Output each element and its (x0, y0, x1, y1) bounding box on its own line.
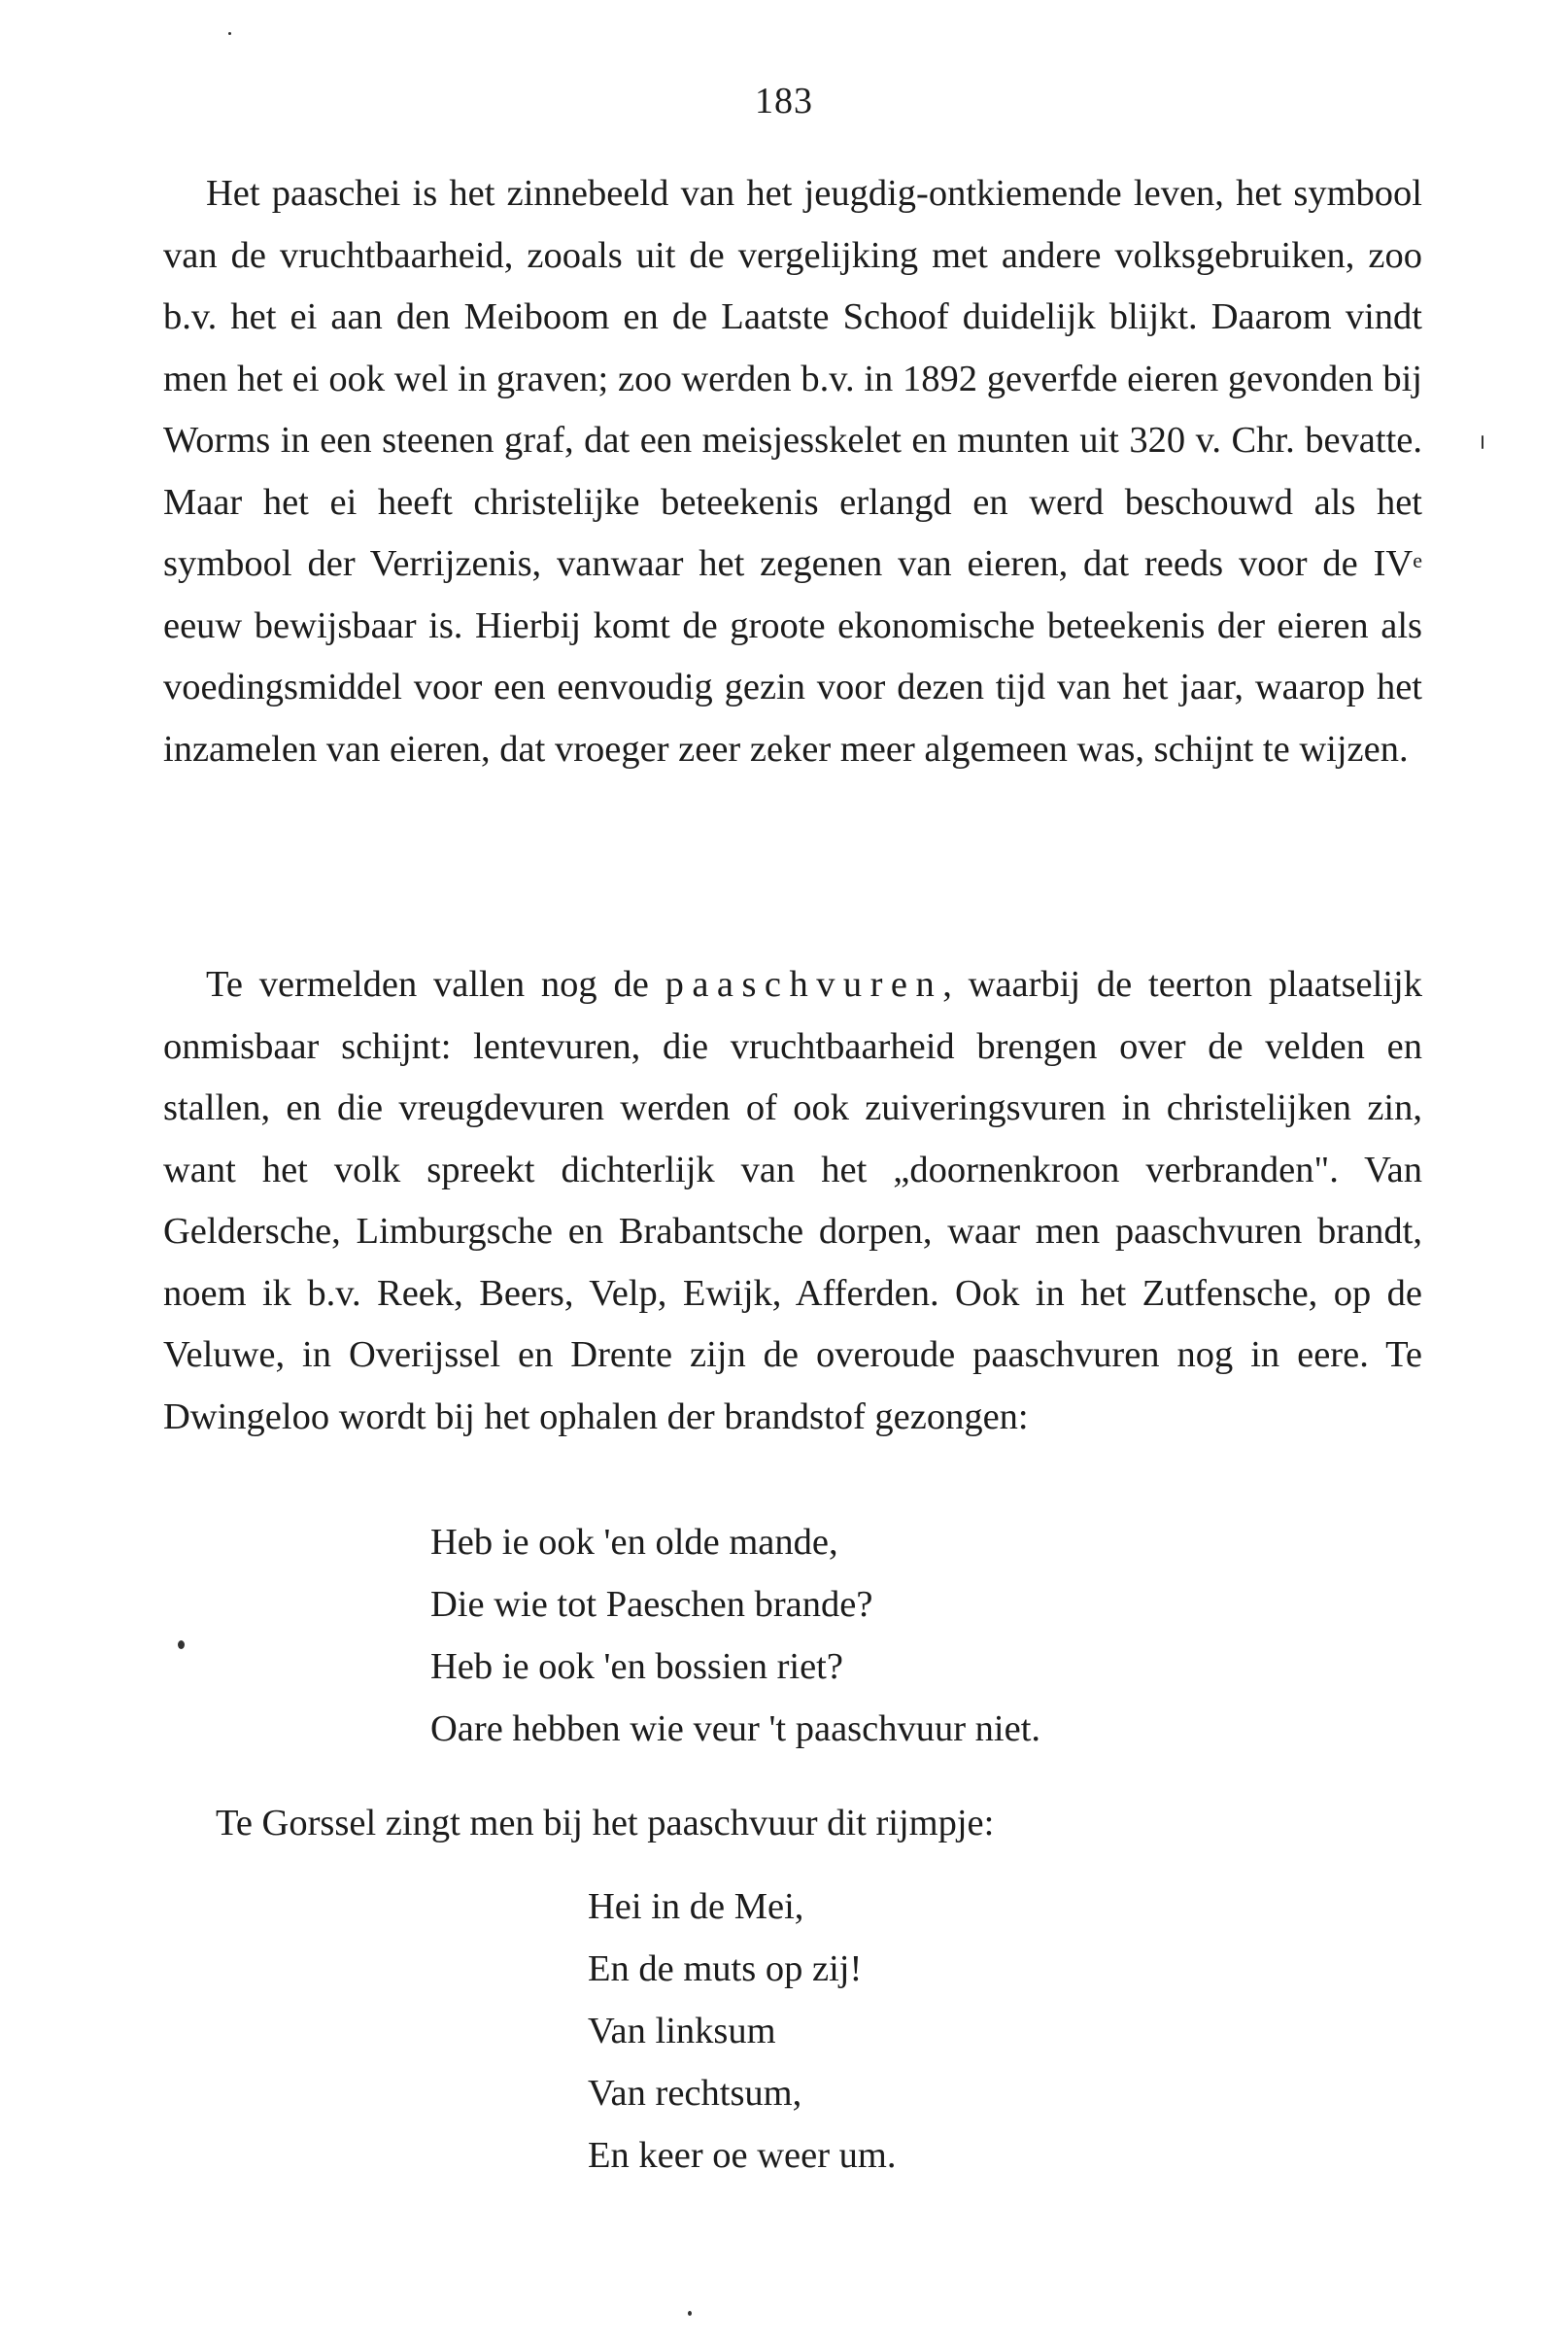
paragraph-paaschvuren-text-1: Te vermelden vallen nog de (206, 964, 665, 1005)
ink-speck (688, 2311, 692, 2316)
ink-speck (1482, 435, 1483, 449)
verse-line: En de muts op zij! (588, 1948, 863, 1989)
superscript-e: e (1413, 548, 1422, 572)
paragraph-paaschei (163, 163, 1422, 780)
intro-gorssel: Te Gorssel zingt men bij het paaschvuur dit rijmpje: (216, 1803, 995, 1843)
verse-gorssel (588, 1876, 896, 2187)
verse-line: Oare hebben wie veur 't paaschvuur niet. (430, 1708, 1041, 1749)
ink-speck (228, 32, 231, 35)
verse-line: Van rechtsum, (588, 2073, 802, 2114)
verse-line: En keer oe weer um. (588, 2135, 897, 2176)
paragraph-paaschei-text-1: Het paaschei is het zinnebeeld van het jeugdig-ontkiemende leven, het symbool van de vruchtbaarheid, zooals uit de vergelijking met andere volksgebruiken, zoo b.v. het ei aan den Meiboom en de Laatste Schoof duidelijk blijkt. Daarom vindt men het ei ook wel in graven; zoo werden b.v. in 1892 geverfde eieren gevonden bij Worms in een steenen graf, dat een meisjesskelet en munten uit 320 v. Chr. bevatte. Maar het ei heeft christelijke beteekenis erlangd en werd beschouwd als het symbool der Verrijzenis, vanwaar het zegenen van eieren, dat reeds voor de IV (163, 173, 1422, 584)
verse-line: Van linksum (588, 2011, 776, 2051)
ink-speck (178, 1640, 185, 1649)
paragraph-paaschvuren (163, 954, 1422, 1448)
verse-dwingeloo (430, 1511, 1040, 1760)
page-number: 183 (755, 81, 813, 121)
spaced-term-paaschvuren: paaschvuren (665, 964, 943, 1005)
paragraph-paaschvuren-text-2: , waarbij de teerton plaatselijk onmisbaar schijnt: lentevuren, die vruchtbaarheid brengen over de velden en stallen, en die vreugdevuren werden of ook zuiveringsvuren in christelijken zin, want het volk spreekt dichterlijk van het „doornenkroon verbranden". Van Geldersche, Limburgsche en Brabantsche dorpen, waar men paaschvuren brandt, noem ik b.v. Reek, Beers, Velp, Ewijk, Afferden. Ook in het Zutfensche, op de Veluwe, in Overijssel en Drente zijn de overoude paaschvuren nog in eere. Te Dwingeloo wordt bij het ophalen der brandstof gezongen: (163, 964, 1422, 1437)
paragraph-paaschei-text-2: eeuw bewijsbaar is. Hierbij komt de groote ekonomische beteekenis der eieren als voedingsmiddel voor een eenvoudig gezin voor dezen tijd van het jaar, waarop het inzamelen van eieren, dat vroeger zeer zeker meer algemeen was, schijnt te wijzen. (163, 604, 1422, 770)
verse-line: Heb ie ook 'en olde mande, (430, 1522, 838, 1563)
verse-line: Die wie tot Paeschen brande? (430, 1584, 873, 1625)
verse-line: Heb ie ook 'en bossien riet? (430, 1646, 843, 1687)
verse-line: Hei in de Mei, (588, 1886, 804, 1927)
